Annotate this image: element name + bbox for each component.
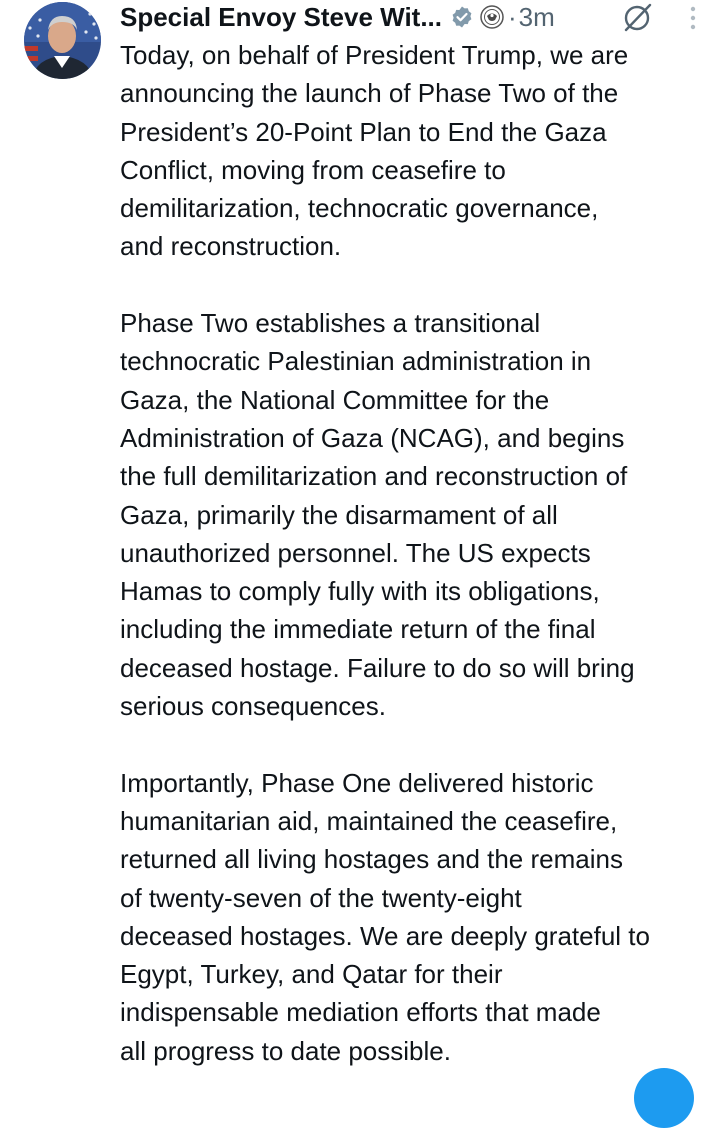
text-line: all progress to date possible. xyxy=(120,1035,451,1066)
paragraph-3 xyxy=(120,764,712,1070)
text-line: Gaza, the National Committee for the xyxy=(120,384,550,415)
text-line: including the immediate return of the final xyxy=(120,614,596,645)
text-line: demilitarization, technocratic governance, xyxy=(120,193,599,224)
text-line: the full demilitarization and reconstruction of xyxy=(120,461,628,492)
text-line: of twenty-seven of the twenty-eight xyxy=(120,882,522,913)
paragraph-1 xyxy=(120,36,712,266)
paragraph-2 xyxy=(120,304,712,725)
text-line: Conflict, moving from ceasefire to xyxy=(120,154,506,185)
author-name[interactable]: Special Envoy Steve Wit... xyxy=(120,1,442,32)
text-line: Hamas to comply fully with its obligations, xyxy=(120,576,600,607)
text-line: Egypt, Turkey, and Qatar for their xyxy=(120,959,503,990)
text-line: Importantly, Phase One delivered historic xyxy=(120,767,594,798)
paragraph-gap xyxy=(120,266,712,304)
text-line: Administration of Gaza (NCAG), and begins xyxy=(120,422,625,453)
text-line: humanitarian aid, maintained the ceasefire, xyxy=(120,805,618,836)
text-line: Gaza, primarily the disarmament of all xyxy=(120,499,558,530)
post-text xyxy=(120,36,712,1070)
compose-button[interactable] xyxy=(634,1068,694,1128)
text-line: returned all living hostages and the remains xyxy=(120,844,623,875)
text-line: unauthorized personnel. The US expects xyxy=(120,537,591,568)
text-line: indispensable mediation efforts that made xyxy=(120,997,601,1028)
text-line: President’s 20-Point Plan to End the Gaza xyxy=(120,116,607,147)
more-options-icon[interactable] xyxy=(686,4,700,34)
text-line: Phase Two establishes a transitional xyxy=(120,308,541,339)
text-line: and reconstruction. xyxy=(120,231,342,262)
department-of-state-seal-icon[interactable] xyxy=(480,5,504,29)
text-line: technocratic Palestinian administration in xyxy=(120,346,592,377)
paragraph-gap xyxy=(120,725,712,763)
verified-badge-icon[interactable] xyxy=(450,5,474,29)
grok-icon[interactable] xyxy=(622,2,654,32)
separator-dot: · xyxy=(508,1,517,32)
text-line: announcing the launch of Phase Two of the xyxy=(120,78,619,109)
avatar[interactable] xyxy=(24,2,101,79)
text-line: Today, on behalf of President Trump, we are xyxy=(120,40,629,70)
text-line: deceased hostages. We are deeply grateful to xyxy=(120,920,650,951)
text-line: serious consequences. xyxy=(120,691,386,722)
text-line: deceased hostage. Failure to do so will bring xyxy=(120,652,635,683)
timestamp[interactable]: 3m xyxy=(518,1,555,32)
